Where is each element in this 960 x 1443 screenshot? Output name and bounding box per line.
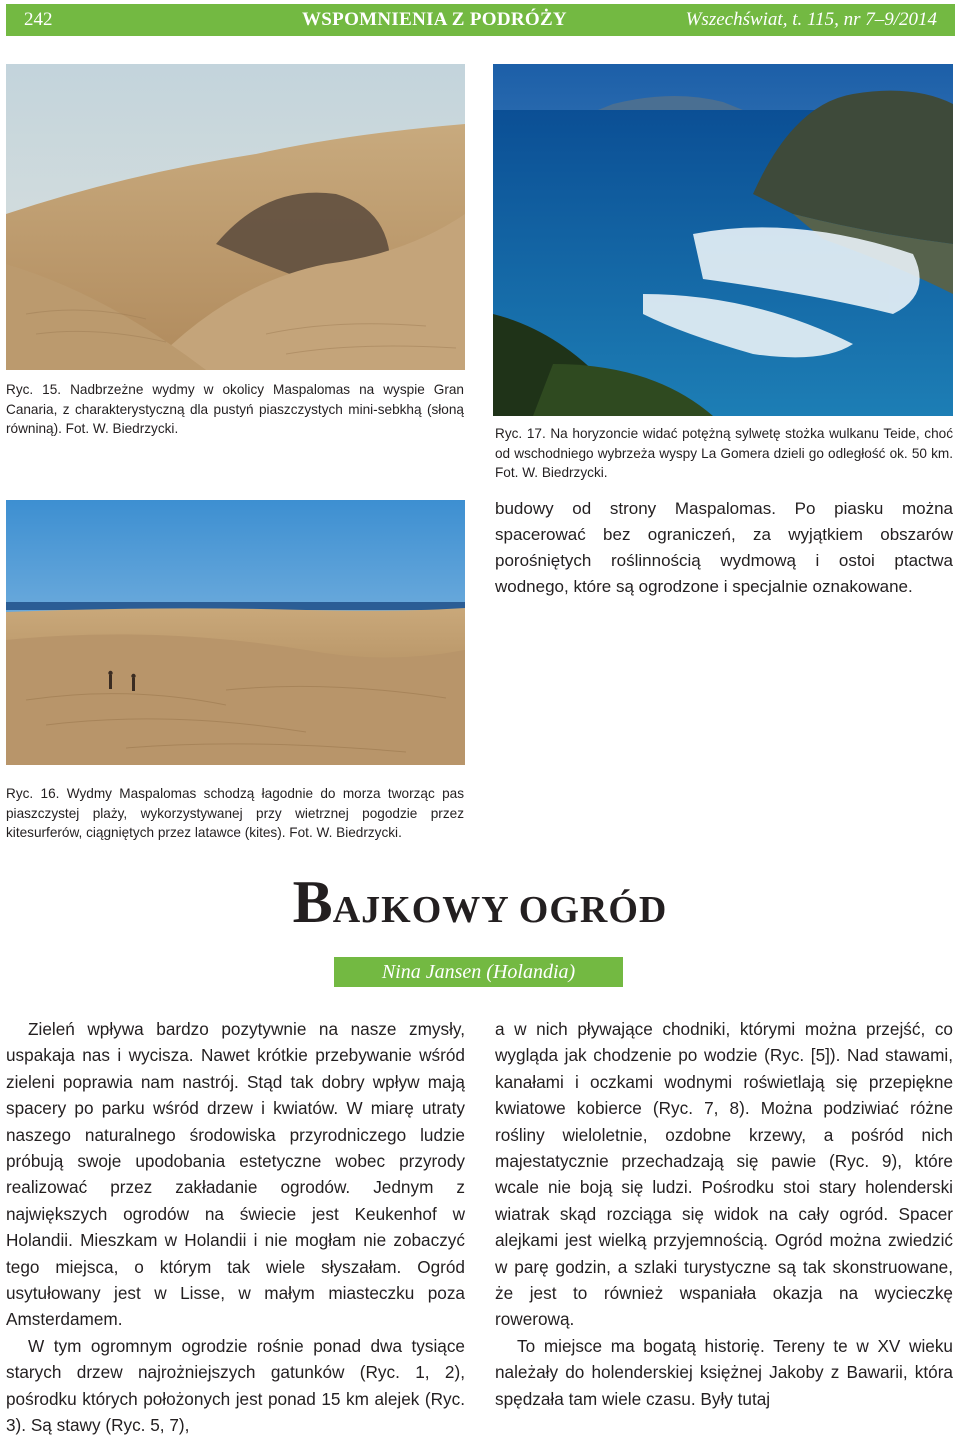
- section-title: WSPOMNIENIA Z PODRÓŻY: [302, 9, 567, 30]
- figure-16-beach-photo: [6, 500, 465, 765]
- right-paragraph-2: To miejsce ma bogatą historię. Tereny te w XV wieku należały do holenderskiej księżnej Jakoby z Bawarii, która spędzała tam wiele czasu. Były tutaj: [495, 1335, 953, 1409]
- figure-17-coast-photo: [493, 64, 953, 416]
- running-header: [6, 4, 955, 36]
- page-number: 242: [24, 9, 53, 30]
- left-paragraph-1: Zieleń wpływa bardzo pozytywnie na nasze zmysły, uspakaja nas i wycisza. Nawet krótkie przebywanie wśród zieleni poprawia nam nastrój. Stąd tak dobry wpływ mają spacery po parku wśród drzew i kwiatów. W miarę utraty naszego naturalnego środowiska przyrodniczego ludzie próbują swoje upodobania estetyczne wobec przyrody realizować przez zakładanie ogrodów. Jednym z największych ogrodów na świecie jest Keukenhof w Holandii. Mieszkam w Holandii i nie mogłam nie zobaczyć tego miejsca, o którym tak wiele słyszałam. Ogród usytułowany jest w Lisse, w małym miasteczku poza Amsterdamem.: [6, 1019, 465, 1330]
- author-name: Nina Jansen (Holandia): [334, 957, 623, 987]
- figure-16-caption: Ryc. 16. Wydmy Maspalomas schodzą łagodnie do morza tworząc pas piaszczystej plaży, wykorzystywanej przy wietrznej pogodzie przez kitesurferów, ciągniętych przez latawce (kites). Fot. W. Biedrzycki.: [6, 786, 464, 840]
- left-column: [6, 1016, 465, 1439]
- left-paragraph-2: W tym ogromnym ogrodzie rośnie ponad dwa tysiące starych drzew najrożniejszych gatunków (Ryc. 1, 2), pośrodku których położonych jest ponad 15 km alejek (Ryc. 3). Są stawy (Ryc. 5, 7),: [6, 1335, 465, 1436]
- title-rest: AJKOWY OGRÓD: [332, 889, 668, 931]
- right-paragraph-1: a w nich pływające chodniki, którymi można przejść, co wygląda jak chodzenie po wodzie (Ryc. [5]). Nad stawami, kanałami i oczkami wodnymi roświetlają się przepiękne kwiatowe kobierce (Ryc. 7, 8). Można podziwiać różne rośliny wieloletnie, ozdobne krzewy, a pośród nich majestatycznie przechadzają się pawie (Ryc. 9), które wcale nie boją się ludzi. Pośrodku stoi stary holenderski wiatrak skąd rozciąga się widok na cały ogród. Spacer alejkami jest wielką przyjemnością. Ogród można zwiedzić w parę godzin, a szlaki turystyczne są tak skonstruowane, że jest to również wspaniała okazja na wycieczkę rowerową.: [495, 1019, 953, 1330]
- article-title: [0, 869, 960, 935]
- upper-text-paragraph: budowy od strony Maspalomas. Po piasku można spacerować bez ograniczeń, za wyjątkiem obszarów porośniętych roślinnością wydmową i ostoi ptactwa wodnego, które są ogrodzone i specjalnie oznakowane.: [495, 499, 953, 596]
- figure-17-caption: Ryc. 17. Na horyzoncie widać potężną sylwetę stożka wulkanu Teide, choć od wschodniego wybrzeża wyspy La Gomera dzieli go odległość ok. 50 km. Fot. W. Biedrzycki.: [495, 426, 953, 480]
- figure-15-dunes-photo: [6, 64, 465, 370]
- journal-info: Wszechświat, t. 115, nr 7–9/2014: [685, 9, 937, 30]
- upper-text-continuation: [495, 496, 953, 600]
- title-initial: B: [292, 869, 333, 935]
- right-column: [495, 1016, 953, 1412]
- figure-15-caption: Ryc. 15. Nadbrzeżne wydmy w okolicy Maspalomas na wyspie Gran Canaria, z charakterystyczną dla pustyń piaszczystych mini-sebkhą (słoną równiną). Fot. W. Biedrzycki.: [6, 382, 464, 436]
